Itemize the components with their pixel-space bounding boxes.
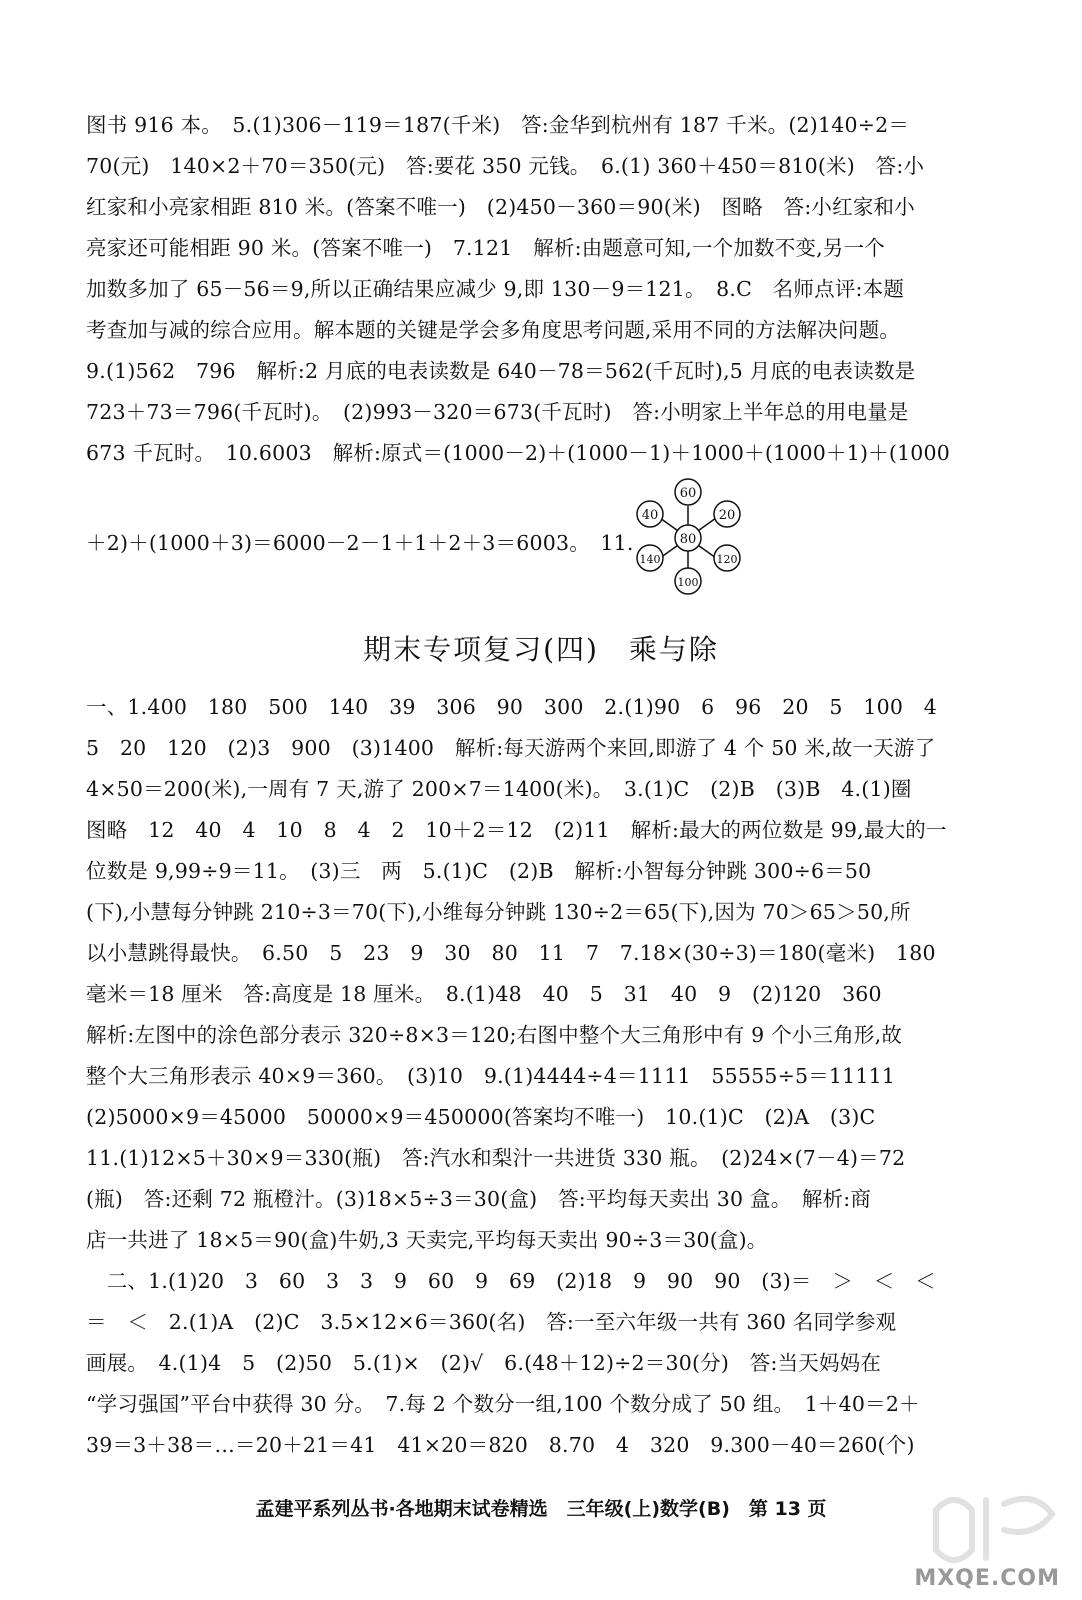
section-title: 期末专项复习(四) 乘与除 bbox=[363, 633, 719, 666]
text-line: 4×50＝200(米),一周有 7 天,游了 200×7＝1400(米)。 3.(1)C (2)B (3)B 4.(1)圈 bbox=[86, 777, 912, 801]
diagram-center-number: 80 bbox=[679, 532, 697, 547]
text-line: (下),小慧每分钟跳 210÷3＝70(下),小维每分钟跳 130÷2＝65(下),因为 70＞65＞50,所 bbox=[86, 900, 911, 924]
text-line: 9.(1)562 796 解析:2 月底的电表读数是 640－78＝562(千瓦时),5 月底的电表读数是 bbox=[86, 359, 916, 383]
text-line: 70(元) 140×2＋70＝350(元) 答:要花 350 元钱。 6.(1) 360＋450＝810(米) 答:小 bbox=[86, 154, 925, 178]
text-line: 解析:左图中的涂色部分表示 320÷8×3＝120;右图中整个大三角形中有 9 个小三角形,故 bbox=[86, 1023, 903, 1047]
text-line: 673 千瓦时。 10.6003 解析:原式＝(1000－2)＋(1000－1)＋1000＋(1000＋1)＋(1000 bbox=[86, 441, 951, 465]
text-line: (2)5000×9＝45000 50000×9＝450000(答案均不唯一) 10.(1)C (2)A (3)C bbox=[86, 1105, 876, 1129]
diagram-upper-right-number: 20 bbox=[718, 508, 736, 523]
text-line: 图书 916 本。 5.(1)306－119＝187(千米) 答:金华到杭州有 187 千米。(2)140÷2＝ bbox=[86, 113, 910, 137]
text-line: 图略 12 40 4 10 8 4 2 10＋2＝12 (2)11 解析:最大的两位数是 99,最大的一 bbox=[86, 818, 947, 842]
text-line: 亮家还可能相距 90 米。(答案不唯一) 7.121 解析:由题意可知,一个加数不变,另一个 bbox=[86, 236, 885, 260]
diagram-upper-left-number: 40 bbox=[641, 508, 659, 523]
text-line: 毫米＝18 厘米 答:高度是 18 厘米。 8.(1)48 40 5 31 40 9 (2)120 360 bbox=[86, 982, 882, 1006]
text-line: 位数是 9,99÷9＝11。 (3)三 两 5.(1)C (2)B 解析:小智每分钟跳 300÷6＝50 bbox=[86, 859, 872, 883]
text-line: (瓶) 答:还剩 72 瓶橙汁。(3)18×5÷3＝30(盒) 答:平均每天卖出 30 盒。 解析:商 bbox=[86, 1187, 872, 1211]
text-line: 店一共进了 18×5＝90(盒)牛奶,3 天卖完,平均每天卖出 90÷3＝30(盒)。 bbox=[86, 1228, 768, 1252]
text-line: 11.(1)12×5＋30×9＝330(瓶) 答:汽水和梨汁一共进货 330 瓶。 (2)24×(7－4)＝72 bbox=[86, 1146, 906, 1170]
text-line: 723＋73＝796(千瓦时)。 (2)993－320＝673(千瓦时) 答:小明家上半年总的用电量是 bbox=[86, 400, 909, 424]
diagram-bottom-number: 100 bbox=[677, 576, 699, 589]
diagram-top-number: 60 bbox=[679, 486, 697, 501]
text-line: 红家和小亮家相距 810 米。(答案不唯一) (2)450－360＝90(米) 图略 答:小红家和小 bbox=[86, 195, 915, 219]
text-line: ＝ ＜ 2.(1)A (2)C 3.5×12×6＝360(名) 答:一至六年级一共有 360 名同学参观 bbox=[86, 1310, 897, 1334]
text-line: 画展。 4.(1)4 5 (2)50 5.(1)× (2)√ 6.(48＋12)÷2＝30(分) 答:当天妈妈在 bbox=[86, 1351, 882, 1375]
text-line: 5 20 120 (2)3 900 (3)1400 解析:每天游两个来回,即游了 4 个 50 米,故一天游了 bbox=[86, 736, 936, 760]
text-line: 整个大三角形表示 40×9＝360。 (3)10 9.(1)4444÷4＝1111 55555÷5＝11111 bbox=[86, 1064, 896, 1088]
text-line: 以小慧跳得最快。 6.50 5 23 9 30 80 11 7 7.18×(30÷3)＝180(毫米) 180 bbox=[86, 941, 936, 965]
diagram-lower-left-number: 140 bbox=[639, 553, 661, 566]
text-line: 39＝3＋38＝…＝20＋21＝41 41×20＝820 8.70 4 320 9.300－40＝260(个) bbox=[86, 1433, 915, 1457]
text-line: “学习强国”平台中获得 30 分。 7.每 2 个数分一组,100 个数分成了 50 组。 1＋40＝2＋ bbox=[86, 1392, 920, 1416]
watermark-text: MXQE.COM bbox=[914, 1566, 1060, 1591]
page-footer: 孟建平系列丛书·各地期末试卷精选 三年级(上)数学(B) 第 13 页 bbox=[255, 1498, 827, 1520]
text-line: 一、1.400 180 500 140 39 306 90 300 2.(1)90 6 96 20 5 100 4 bbox=[86, 695, 938, 719]
text-line: ＋2)＋(1000＋3)＝6000－2－1＋1＋2＋3＝6003。 11. bbox=[86, 531, 634, 555]
text-line: 加数多加了 65－56＝9,所以正确结果应减少 9,即 130－9＝121。 8.C 名师点评:本题 bbox=[86, 277, 905, 301]
number-flower-diagram bbox=[630, 478, 750, 598]
text-line: 二、1.(1)20 3 60 3 3 9 60 9 69 (2)18 9 90 90 (3)＝ ＞ ＜ ＜ bbox=[86, 1269, 936, 1293]
text-line: 考查加与减的综合应用。解本题的关键是学会多角度思考问题,采用不同的方法解决问题。 bbox=[86, 318, 901, 342]
diagram-lower-right-number: 120 bbox=[716, 553, 738, 566]
